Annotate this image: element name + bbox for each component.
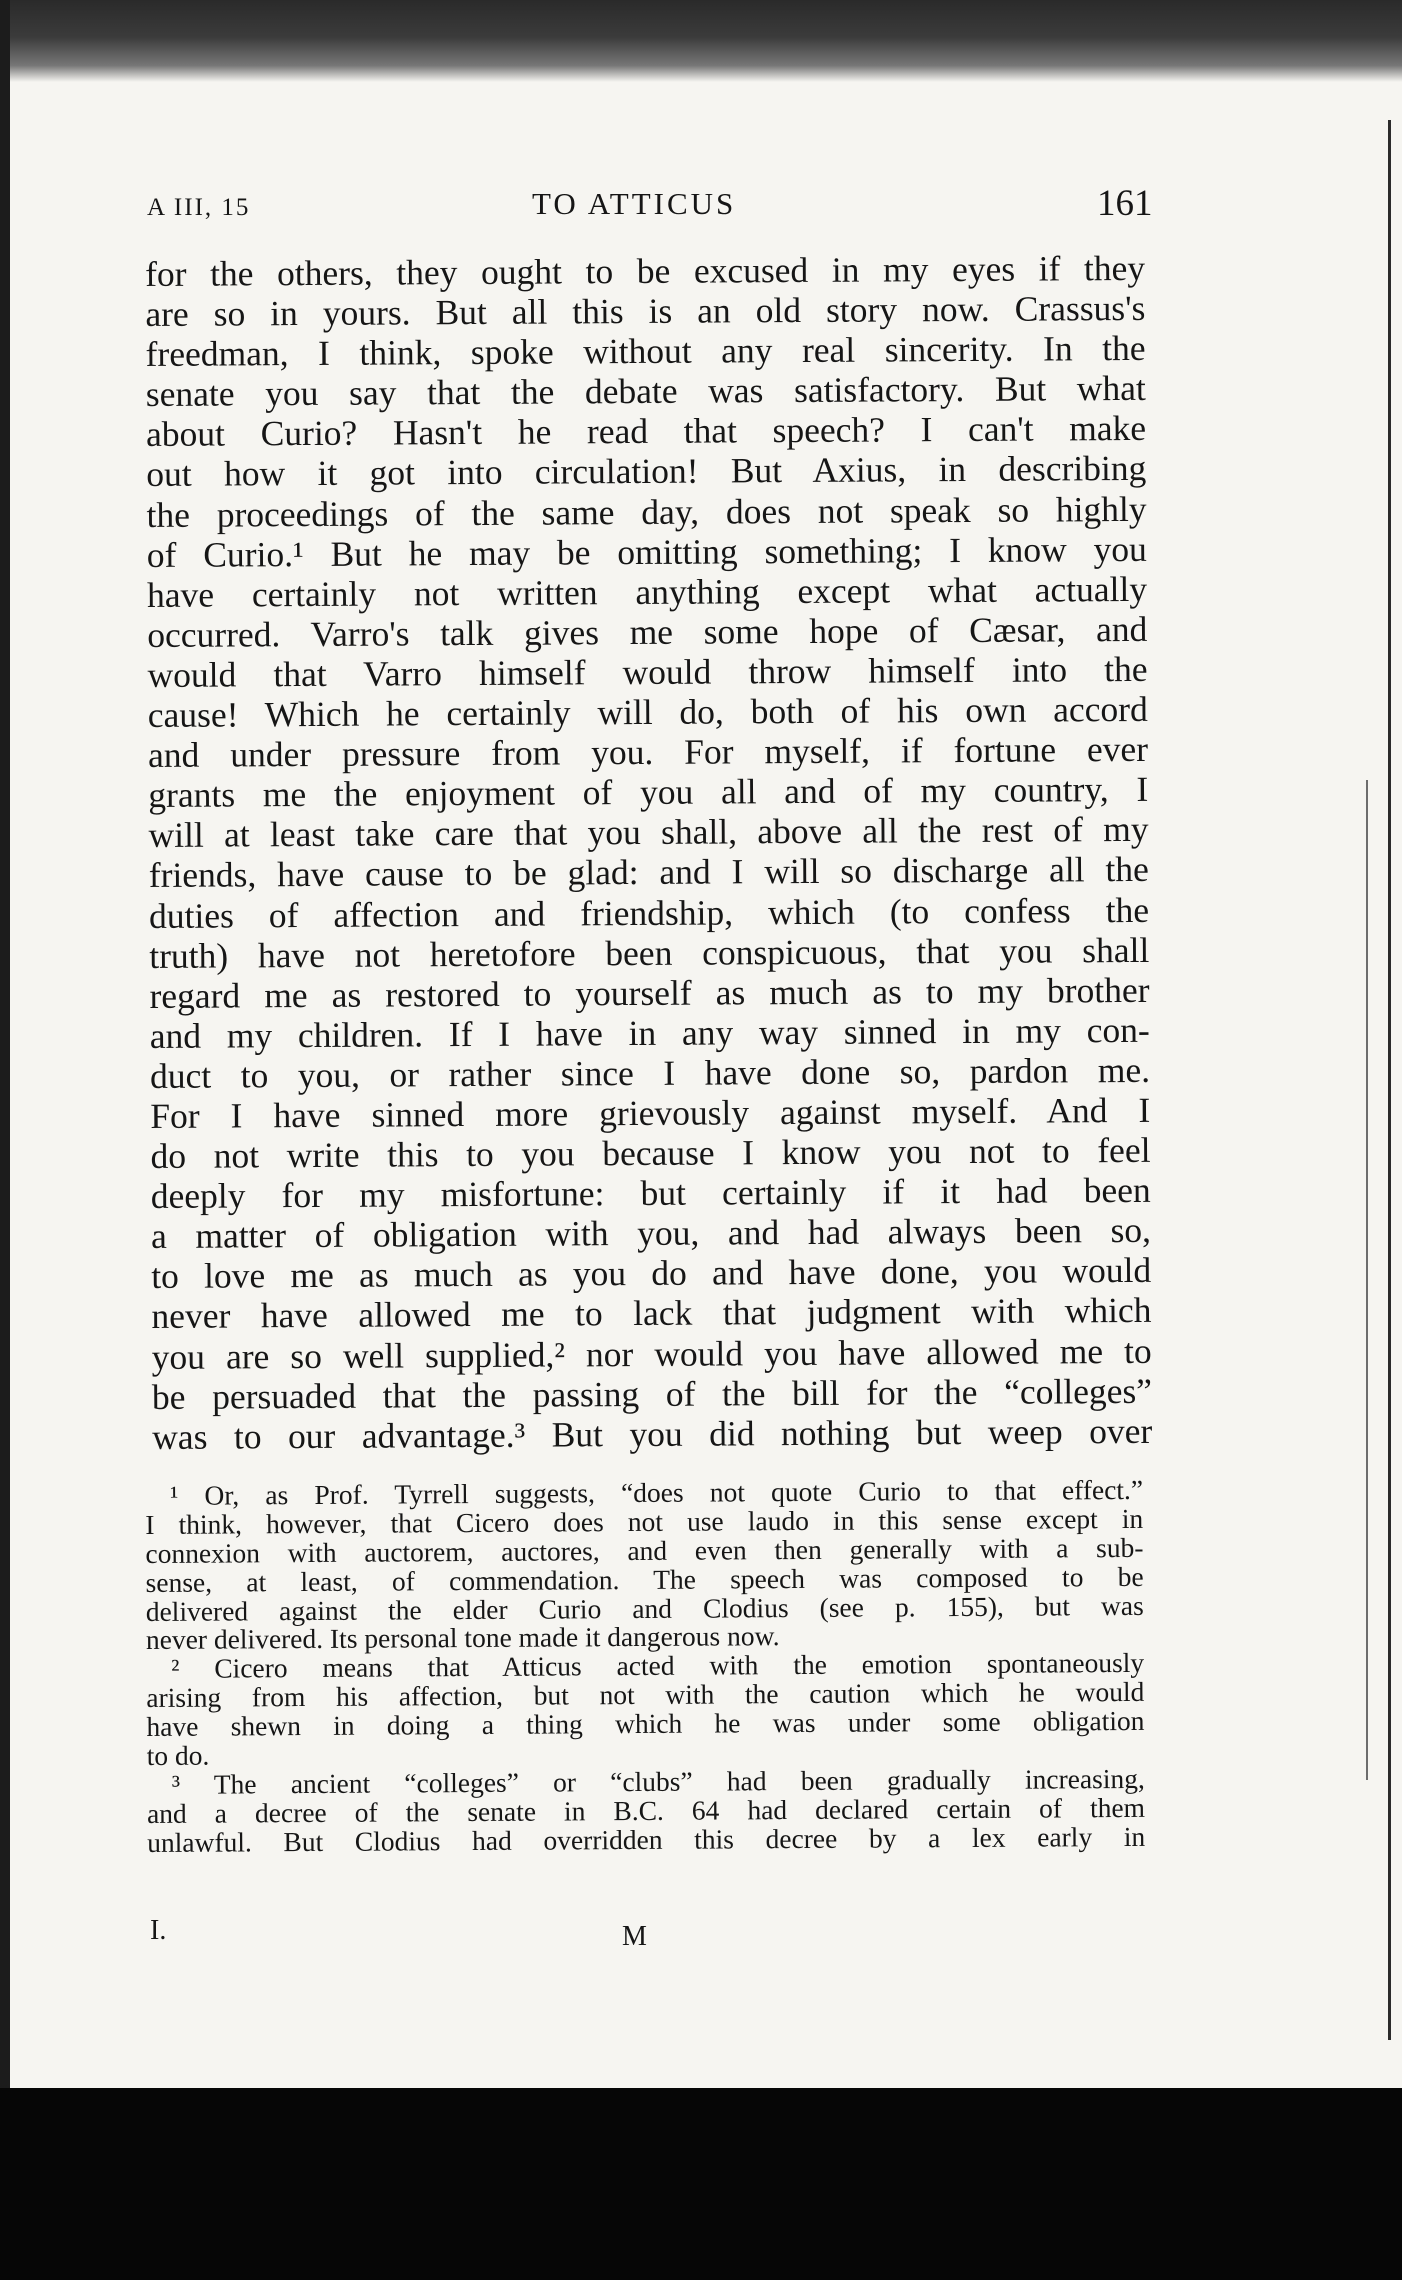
footnote-line: I think, however, that Cicero does not use laudo in this sense except in: [145, 1502, 1144, 1540]
text-line: duties of affection and friendship, which (to confess the: [148, 889, 1150, 936]
text-line: have certainly not written anything except what actually: [146, 568, 1148, 615]
text-line: the proceedings of the same day, does not speak so highly: [146, 488, 1147, 535]
text-line: friends, have cause to be glad: and I will so discharge all the: [148, 849, 1149, 896]
text-line: never have allowed me to lack that judgment with which: [151, 1290, 1152, 1337]
text-line: are so in yours. But all this is an old story now. Crassus's: [145, 287, 1146, 335]
scan-bottom-shadow: [0, 2088, 1402, 2280]
signature-mark: [150, 1915, 1150, 1955]
footnote-line: ³ The ancient “colleges” or “clubs” had been gradually increasing,: [171, 1762, 1145, 1800]
footnote-line: ¹ Or, as Prof. Tyrrell suggests, “does not quote Curio to that effect.”: [169, 1473, 1144, 1511]
text-line: be persuaded that the passing of the bill for the “colleges”: [151, 1370, 1153, 1417]
main-text: [145, 248, 1152, 1457]
running-title: TO ATTICUS: [532, 186, 737, 221]
scan-left-edge: [0, 0, 10, 2280]
page-edge-line: [1388, 120, 1391, 2040]
text-line: grants me the enjoyment of you all and of my country, I: [148, 769, 1149, 816]
gathering-mark: M: [622, 1921, 647, 1952]
page-edge-line-inner: [1366, 780, 1368, 1780]
text-line: do not write this to you because I know you not to feel: [150, 1129, 1151, 1177]
text-line: deeply for my misfortune: but certainly if it had been: [150, 1170, 1151, 1217]
text-line: you are so well supplied,² nor would you have allowed me to: [151, 1330, 1152, 1377]
footnote-line: arising from his affection, but not with the caution which he would: [146, 1676, 1145, 1714]
text-line: will at least take care that you shall, above all the rest of my: [148, 809, 1149, 856]
text-line: truth) have not heretofore been conspicuous, that you shall: [149, 929, 1150, 976]
text-line: would that Varro himself would throw himself into the: [147, 648, 1148, 695]
text-line: for the others, they ought to be excused in my eyes if they: [145, 247, 1146, 294]
text-line: cause! Which he certainly will do, both of his own accord: [147, 688, 1148, 736]
text-line: freedman, I think, spoke without any real sincerity. In the: [145, 328, 1146, 375]
footnote-line: have shewn in doing a thing which he was under some obligation: [146, 1705, 1145, 1743]
footnote-line: sense, at least, of commendation. The speech was composed to be: [145, 1560, 1144, 1598]
text-line: out how it got into circulation! But Axius, in describing: [146, 448, 1147, 495]
footnote-line: ² Cicero means that Atticus acted with the emotion spontaneously: [171, 1647, 1145, 1685]
text-line: a matter of obligation with you, and had always been so,: [150, 1210, 1152, 1257]
footnote-line: connexion with auctorem, auctores, and even then generally with a sub-: [145, 1531, 1144, 1569]
footnote-line: never delivered. Its personal tone made it dangerous now.: [145, 1620, 780, 1656]
text-line: senate you say that the debate was satisfactory. But what: [145, 368, 1146, 415]
footnote-line: and a decree of the senate in B.C. 64 had declared certain of them: [146, 1791, 1146, 1829]
text-line: to love me as much as you do and have done, you would: [151, 1250, 1152, 1297]
volume-number: I.: [150, 1915, 167, 1946]
text-line: duct to you, or rather since I have done so, pardon me.: [149, 1049, 1151, 1096]
text-line: For I have sinned more grievously against myself. And I: [150, 1089, 1151, 1136]
text-line: of Curio.¹ But he may be omitting something; I know you: [146, 528, 1147, 575]
footnote-line: delivered against the elder Curio and Clodius (see p. 155), but was: [145, 1589, 1144, 1627]
text-line: about Curio? Hasn't he read that speech? I can't make: [145, 408, 1147, 455]
text-line: and my children. If I have in any way sinned in my con-: [149, 1009, 1150, 1056]
text-line: regard me as restored to yourself as much as to my brother: [149, 969, 1150, 1016]
footnote-line: unlawful. But Clodius had overridden this decree by a lex early in: [147, 1820, 1146, 1858]
scan-top-shadow: [0, 0, 1402, 82]
footnote-line: to do.: [146, 1739, 210, 1772]
text-line: and under pressure from you. For myself, if fortune ever: [147, 729, 1149, 776]
text-line: occurred. Varro's talk gives me some hope of Cæsar, and: [147, 608, 1148, 655]
section-reference: A III, 15: [147, 194, 251, 221]
footnotes: [145, 1473, 1146, 1858]
text-line: was to our advantage.³ But you did nothing but weep over: [152, 1410, 1153, 1457]
running-header: [147, 182, 1153, 232]
page-number: 161: [1097, 183, 1153, 224]
